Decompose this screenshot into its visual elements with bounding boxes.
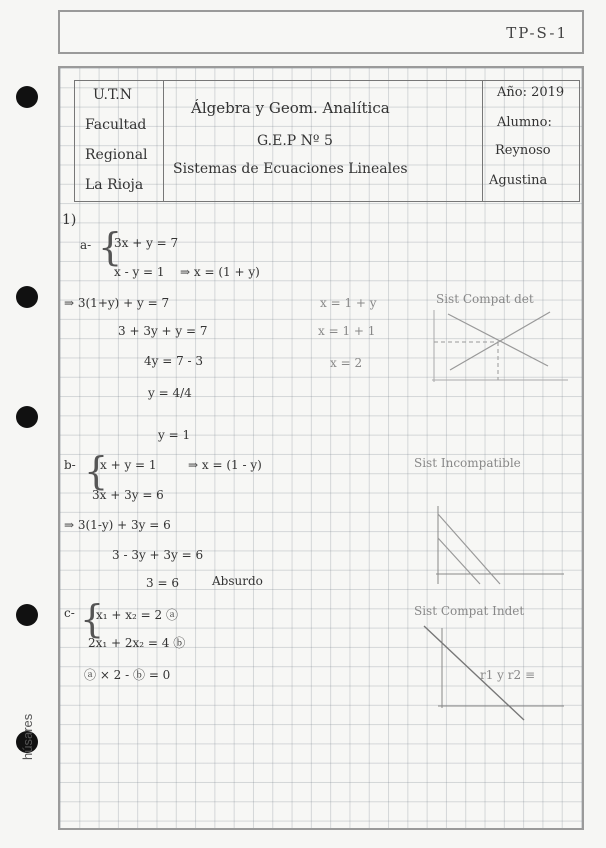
solution-step: ⓐ × 2 - ⓑ = 0 xyxy=(84,668,171,682)
binder-hole xyxy=(16,86,38,108)
classification: Sist Incompatible xyxy=(414,456,521,470)
side-calc: x = 1 + y xyxy=(320,296,377,310)
binder-hole xyxy=(16,286,38,308)
equation: 3x + y = 7 xyxy=(114,236,179,250)
institution-line: La Rioja xyxy=(85,177,144,193)
binder-hole xyxy=(16,604,38,626)
binder-hole xyxy=(16,406,38,428)
top-title-box xyxy=(58,10,584,54)
equation: x + y = 1 xyxy=(100,458,157,472)
solution-step: y = 1 xyxy=(158,428,191,442)
side-calc: x = 2 xyxy=(330,356,363,370)
exercise-number: 1) xyxy=(62,212,77,228)
institution-line: U.T.N xyxy=(93,87,132,103)
equation: 3x + 3y = 6 xyxy=(92,488,164,502)
solution-step: y = 4/4 xyxy=(148,386,192,400)
sketch-graph-b xyxy=(428,504,568,588)
header-table xyxy=(74,80,580,202)
solution-step: ⇒ 3(1-y) + 3y = 6 xyxy=(64,518,171,532)
classification: Sist Compat Indet xyxy=(414,604,525,618)
solution-step: 3 - 3y + 3y = 6 xyxy=(112,548,204,562)
absurd-note: Absurdo xyxy=(212,574,263,588)
guide-number: G.E.P Nº 5 xyxy=(257,133,333,149)
institution-line: Facultad xyxy=(85,117,147,133)
worksheet-code: TP-S-1 xyxy=(506,24,568,42)
classification: Sist Compat det xyxy=(436,292,534,306)
part-c-label: c- xyxy=(64,606,75,620)
topic-title: Sistemas de Ecuaciones Lineales xyxy=(173,161,408,177)
student-name: Reynoso xyxy=(495,143,551,158)
equation: 2x₁ + 2x₂ = 4 ⓑ xyxy=(88,636,186,650)
equation: x - y = 1 xyxy=(114,265,165,279)
equation: x₁ + x₂ = 2 ⓐ xyxy=(96,608,178,622)
system-brace: { xyxy=(80,597,105,641)
student-label: Alumno: xyxy=(497,115,552,130)
student-cell xyxy=(482,81,579,201)
institution-line: Regional xyxy=(85,147,148,163)
equation: ⇒ x = (1 + y) xyxy=(180,265,260,279)
system-brace: { xyxy=(98,225,123,269)
system-brace: { xyxy=(84,449,109,493)
paper-brand: húsares xyxy=(20,713,35,760)
solution-step: 3 + 3y + y = 7 xyxy=(118,324,208,338)
part-b-label: b- xyxy=(64,458,76,472)
graph-note: r1 y r2 ≡ xyxy=(480,668,536,682)
year-label: Año: 2019 xyxy=(497,85,565,100)
solution-step: ⇒ 3(1+y) + y = 7 xyxy=(64,296,170,310)
part-a-label: a- xyxy=(80,238,92,252)
solution-step: 4y = 7 - 3 xyxy=(144,354,204,368)
solution-step: 3 = 6 xyxy=(146,576,179,590)
subject-title: Álgebra y Geom. Analítica xyxy=(191,99,390,117)
equation: ⇒ x = (1 - y) xyxy=(188,458,262,472)
institution-cell xyxy=(75,81,164,201)
sketch-graph-a xyxy=(430,306,570,384)
side-calc: x = 1 + 1 xyxy=(318,324,376,338)
student-name: Agustina xyxy=(489,173,548,188)
